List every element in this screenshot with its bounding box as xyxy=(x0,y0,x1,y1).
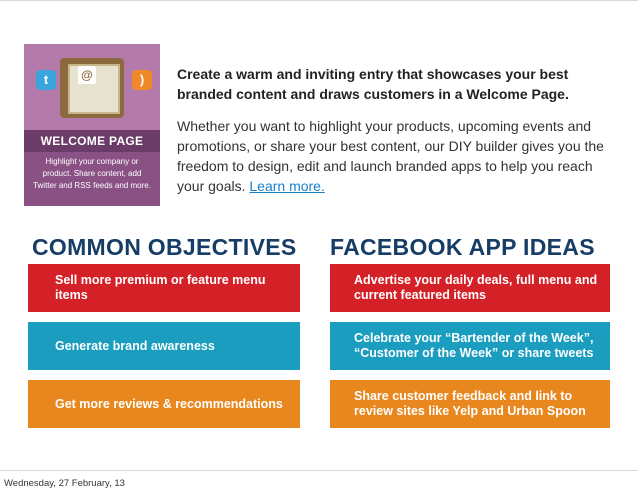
objective-item: Sell more premium or feature menu items xyxy=(28,264,300,312)
slide-footer-date: Wednesday, 27 February, 13 xyxy=(4,478,125,489)
learn-more-link[interactable]: Learn more. xyxy=(249,178,325,194)
promo-banner: WELCOME PAGE xyxy=(24,130,160,152)
bottom-divider xyxy=(0,470,638,471)
promo-illustration xyxy=(24,44,160,130)
idea-item: Celebrate your “Bartender of the Week”, “Customer of the Week” or share tweets xyxy=(330,322,610,370)
objective-item: Generate brand awareness xyxy=(28,322,300,370)
objectives-title: COMMON OBJECTIVES xyxy=(32,234,297,260)
twitter-icon: t xyxy=(36,70,56,90)
intro-headline: Create a warm and inviting entry that showcases your best branded content and draws customers in a Welcome Page. xyxy=(177,66,569,102)
at-icon: @ xyxy=(78,66,96,84)
top-divider xyxy=(0,0,638,1)
promo-caption: Highlight your company or product. Share content, add Twitter and RSS feeds and more. xyxy=(33,157,151,190)
welcome-page-promo-card xyxy=(24,44,160,206)
intro-body xyxy=(177,116,607,196)
idea-item: Advertise your daily deals, full menu and current featured items xyxy=(330,264,610,312)
idea-item: Share customer feedback and link to review sites like Yelp and Urban Spoon xyxy=(330,380,610,428)
ideas-title: FACEBOOK APP IDEAS xyxy=(330,234,595,260)
intro-text xyxy=(177,64,607,196)
objective-item: Get more reviews & recommendations xyxy=(28,380,300,428)
intro-body-text: Whether you want to highlight your products, upcoming events and promotions, or share your best content, our DIY builder gives you the freedom to design, edit and launch branded apps to help you reach your goals. xyxy=(177,118,604,194)
rss-icon: ) xyxy=(132,70,152,90)
